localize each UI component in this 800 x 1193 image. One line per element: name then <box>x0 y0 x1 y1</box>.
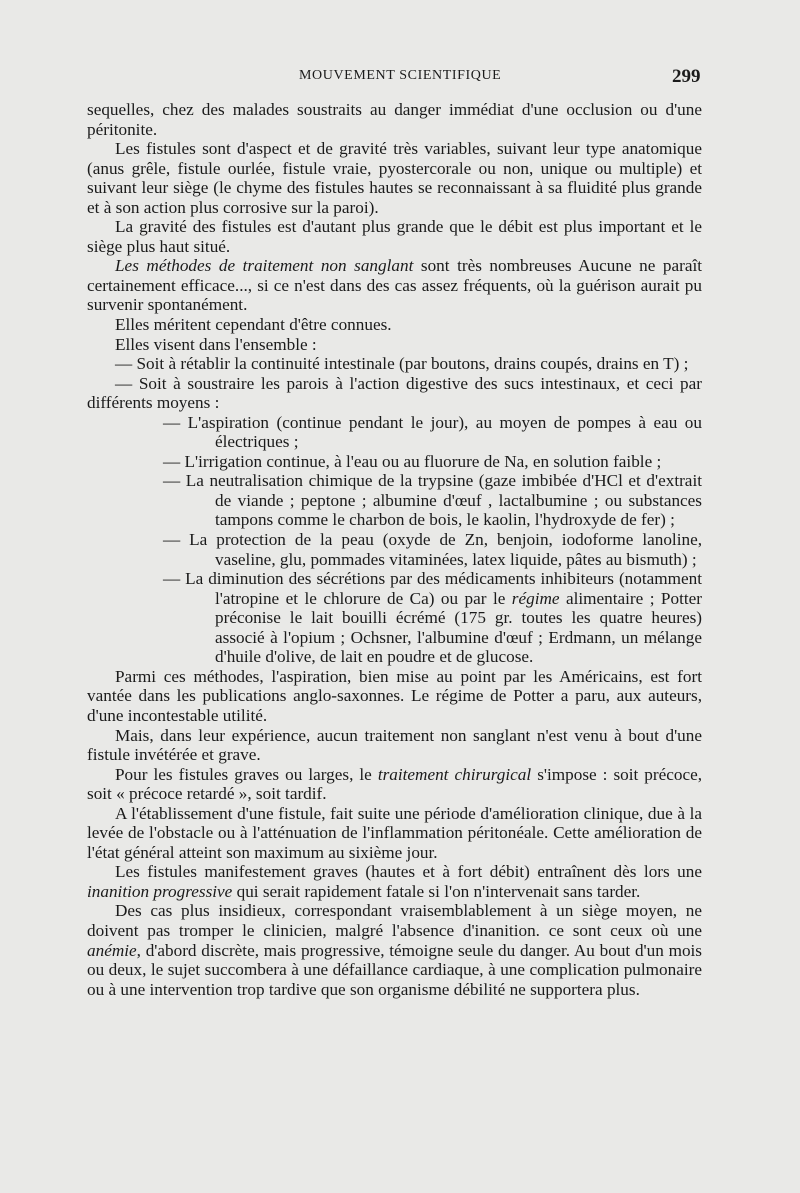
paragraph: A l'établissement d'une fistule, fait suite une période d'amélioration clinique, due à la levée de l'obstacle ou à l'atténuation de l'inflammation péritonéale. Cette amélioration de l'état général atteint son maximum au sixième jour. <box>87 803 702 862</box>
body-text <box>87 100 702 999</box>
paragraph: Elles visent dans l'ensemble : <box>115 334 317 354</box>
italic-phrase: Les méthodes de traitement non sanglant <box>115 256 414 276</box>
paragraph: Parmi ces méthodes, l'aspiration, bien mise au point par les Américains, est fort vantée dans les publications anglo-saxonnes. Le régime de Potter a paru, aux auteurs, d'une incontestable utilité. <box>87 666 702 725</box>
italic-phrase: anémie <box>87 940 137 960</box>
paragraph: sequelles, chez des malades soustraits au danger immédiat d'une occlusion ou d'une péritonite. <box>87 100 702 139</box>
sub-list-item: — L'aspiration (continue pendant le jour), au moyen de pompes à eau ou électriques ; <box>163 412 702 452</box>
paragraph-text: sont très nombreuses Aucune ne paraît certainement efficace..., si ce n'est dans des cas assez fréquents, où la guérison aurait pu survenir spontanément. <box>87 256 702 315</box>
sub-list-item: — La protection de la peau (oxyde de Zn, benjoin, iodoforme lanoline, vaseline, glu, pommades vitaminées, latex liquide, pâtes au bismuth) ; <box>163 530 702 569</box>
paragraph-text: , d'abord discrète, mais progressive, témoigne seule du danger. Au bout d'un mois ou deux, le sujet succombera à une défaillance cardiaque, à une complication pulmonaire ou à une intervention trop tardive que son organisme débilité ne supportera plus. <box>87 940 702 999</box>
page-header <box>0 66 800 90</box>
paragraph-text: qui serait rapidement fatale si l'on n'intervenait sans tarder. <box>232 881 641 901</box>
italic-phrase: régime <box>511 588 560 608</box>
sub-list-text: alimentaire ; Potter préconise le lait bouilli écrémé (175 gr. toutes les quatre heures) associé à l'opium ; Ochsner, l'albumine d'œuf ; Erdmann, un mélange d'huile d'olive, de lait en poudre et de glucose. <box>215 588 702 667</box>
list-item: — Soit à rétablir la continuité intestinale (par boutons, drains coupés, drains en T) ; <box>115 354 689 374</box>
page-number: 299 <box>672 66 701 87</box>
sub-list-item <box>163 569 702 667</box>
paragraph-text: s'impose : soit précoce, soit « précoce retardé », soit tardif. <box>87 764 703 804</box>
italic-phrase: traitement chirurgical <box>377 764 532 784</box>
paragraph-text: Les fistules manifestement graves (hautes et à fort débit) entraînent dès lors une <box>115 862 702 882</box>
paragraph: La gravité des fistules est d'autant plus grande que le débit est plus important et le siège plus haut situé. <box>87 217 702 256</box>
paragraph <box>87 862 702 901</box>
sub-list-item: — L'irrigation continue, à l'eau ou au fluorure de Na, en solution faible ; <box>163 451 662 471</box>
sub-list-text: — La diminution des sécrétions par des médicaments inhibiteurs (notamment l'atropine et le chlorure de Ca) ou par le <box>163 569 702 608</box>
running-title: MOUVEMENT SCIENTIFIQUE <box>299 68 502 83</box>
list-item: — Soit à soustraire les parois à l'action digestive des sucs intestinaux, et ceci par différents moyens : <box>87 373 702 413</box>
paragraph-text: Pour les fistules graves ou larges, le <box>115 764 378 784</box>
sub-list-item: — La neutralisation chimique de la trypsine (gaze imbibée d'HCl et d'extrait de viande ; peptone ; albumine d'œuf , lactalbumine ; ou substances tampons comme le charbon de bois, le kaolin, l'hydroxyde de fer) ; <box>163 471 702 530</box>
sub-list <box>87 413 702 667</box>
paragraph <box>87 765 702 804</box>
italic-phrase: inanition progressive <box>87 881 233 901</box>
paragraph <box>87 256 702 315</box>
paragraph <box>87 901 702 999</box>
paragraph: Mais, dans leur expérience, aucun traitement non sanglant n'est venu à bout d'une fistule invétérée et grave. <box>87 725 702 765</box>
paragraph: Elles méritent cependant d'être connues. <box>115 315 392 335</box>
paragraph: Les fistules sont d'aspect et de gravité très variables, suivant leur type anatomique (anus grêle, fistule ourlée, fistule vraie, pyostercorale ou non, unique ou multiple) et suivant leur siège (le chyme des fistules hautes se reconnaissant à sa fluidité plus grande et à son action plus corrosive sur la paroi). <box>87 139 702 217</box>
paragraph-text: Des cas plus insidieux, correspondant vraisemblablement à un siège moyen, ne doivent pas tromper le clinicien, malgré l'absence d'inanition. ce sont ceux où une <box>87 901 702 940</box>
